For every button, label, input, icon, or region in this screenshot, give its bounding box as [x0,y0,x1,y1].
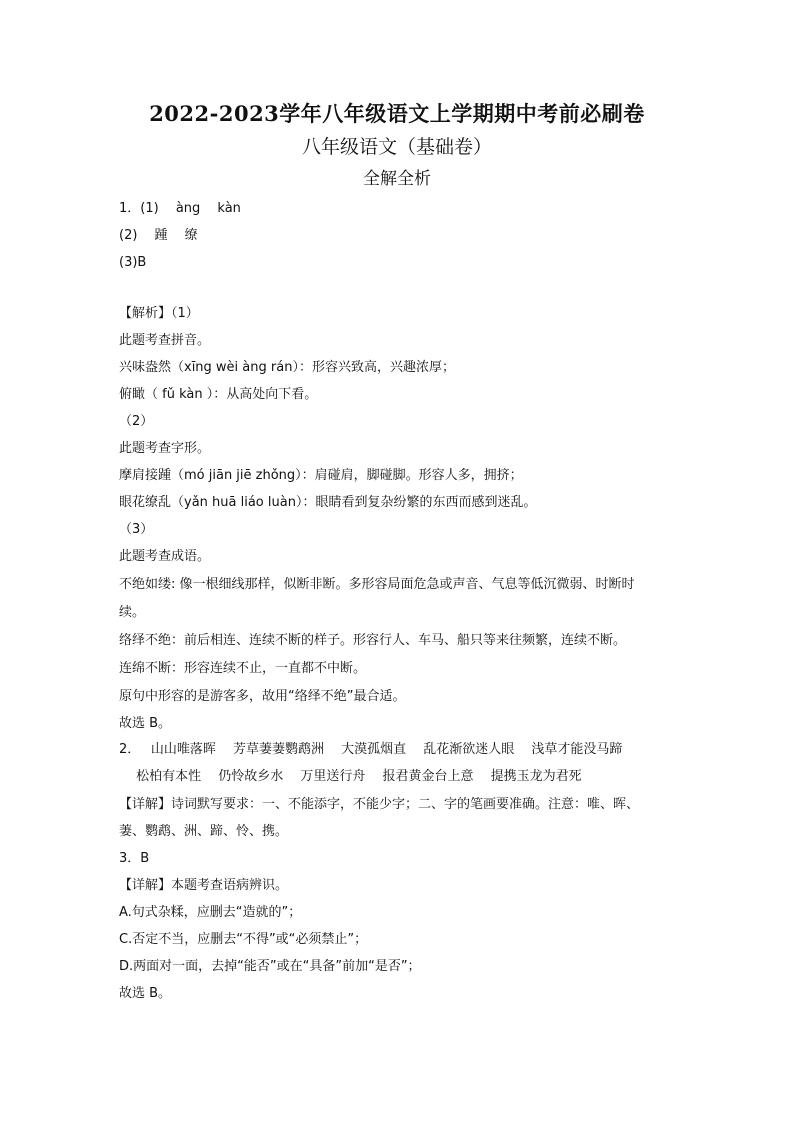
text-line: 此题考查成语。 [119,549,211,564]
text-line: 此题考查拼音。 [119,333,211,348]
text-line: 摩肩接踵（mó jiān jiē zhǒng）：肩碰肩，脚碰脚。形容人多，拥挤； [119,468,523,483]
answer-1-part-3: (3)B [119,255,147,270]
document-subtitle: 八年级语文（基础卷） [301,136,492,158]
text-line: 续。 [119,605,146,620]
section-heading: 全解全析 [363,169,431,189]
text-line: 连绵不断：形容连续不止，一直都不中断。 [119,661,367,676]
answer-2-line-2: 松柏有本性 仍怜故乡水 万里送行舟 报君黄金台上意 提携玉龙为君死 [119,769,582,784]
text-line: D.两面对一面，去掉“能否”或在“具备”前加“是否”； [119,959,421,974]
answer-3: 3．B [119,851,150,866]
text-line: 此题考查字形。 [119,441,211,456]
text-line: 萋、鹦鹉、洲、蹄、怜、携。 [119,824,289,839]
analysis-heading: 【解析】（1） [119,306,199,321]
text-line: 故选 B。 [119,716,172,731]
text-line: 俯瞰（ fǔ kàn ）：从高处向下看。 [119,387,318,402]
answer-1-part-1: 1．(1) àng kàn [119,201,241,216]
text-line: 原句中形容的是游客多，故用“络绎不绝”最合适。 [119,689,406,704]
text-line: C.否定不当，应删去“不得”或“必须禁止”； [119,932,368,947]
text-line: （2） [119,414,154,429]
answer-2-line-1: 2． 山山唯落晖 芳草萋萋鹦鹉洲 大漠孤烟直 乱花渐欲迷人眼 浅草才能没马蹄 [119,742,623,757]
text-line: 兴味盎然（xīng wèi àng rán）：形容兴致高，兴趣浓厚； [119,360,455,375]
text-line: A.句式杂糅，应删去“造就的”； [119,905,302,920]
text-line: 不绝如缕: 像一根细线那样，似断非断。多形容局面危急或声音、气息等低沉微弱、时断时 [119,577,635,592]
text-line: 【详解】诗词默写要求：一、不能添字，不能少字；二、字的笔画要准确。注意：唯、晖、 [119,797,640,812]
answer-1-part-2: (2) 踵 缭 [119,228,198,243]
text-line: （3） [119,522,154,537]
document-title: 2022-2023学年八年级语文上学期期中考前必刷卷 [149,101,645,126]
text-line: 眼花缭乱（yǎn huā liáo luàn）：眼睛看到复杂纷繁的东西而感到迷乱。 [119,495,537,510]
text-line: 络绎不绝：前后相连、连续不断的样子。形容行人、车马、船只等来往频繁，连续不断。 [119,633,627,648]
text-line: 故选 B。 [119,986,172,1001]
text-line: 【详解】本题考查语病辨识。 [119,878,289,893]
